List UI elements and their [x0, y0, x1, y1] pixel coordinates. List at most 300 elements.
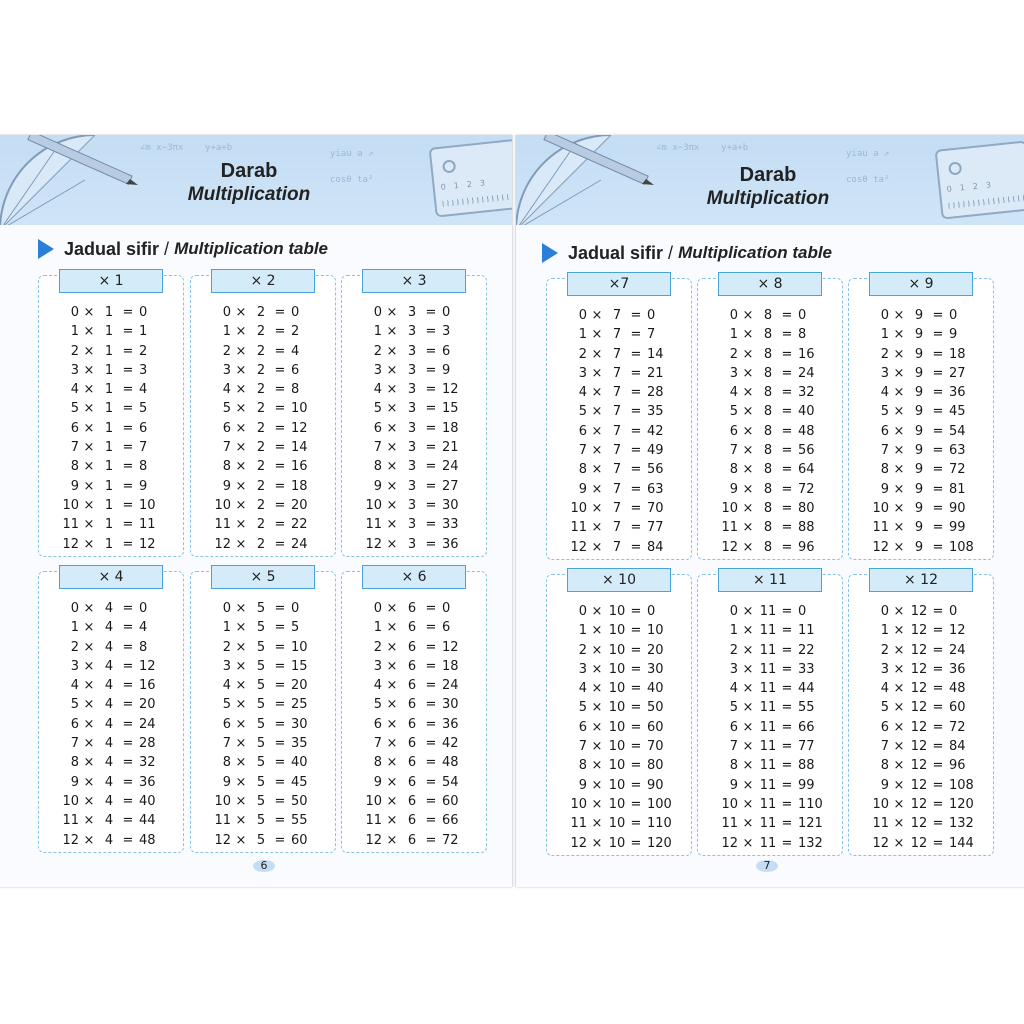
multiplicand: 12: [214, 536, 231, 552]
table-row: [547, 460, 691, 479]
equals-symbol: =: [932, 796, 944, 812]
times-symbol: ×: [83, 620, 95, 636]
equals-symbol: =: [425, 382, 437, 398]
multiplier: 6: [407, 755, 417, 771]
multiplicand: 0: [729, 604, 738, 619]
equals-symbol: =: [781, 462, 793, 478]
multiplicand: 1: [222, 620, 231, 636]
multiplicand: 1: [880, 623, 889, 639]
product: 100: [647, 796, 672, 812]
table-row: [342, 457, 486, 476]
table-row: [39, 715, 183, 734]
table-row: [547, 834, 691, 853]
equals-symbol: =: [274, 678, 286, 694]
times-symbol: ×: [893, 661, 905, 677]
multiplier: 5: [256, 620, 266, 636]
multiplicand: 9: [70, 774, 79, 790]
times-symbol: ×: [235, 440, 247, 456]
table-row: [342, 399, 486, 418]
times-symbol: ×: [591, 346, 603, 362]
equals-symbol: =: [274, 793, 286, 809]
times-symbol: ×: [893, 423, 905, 439]
equals-symbol: =: [274, 736, 286, 752]
equals-symbol: =: [781, 623, 793, 639]
multiplicand: 2: [729, 346, 738, 362]
product: 12: [442, 382, 459, 398]
equals-symbol: =: [425, 536, 437, 552]
equals-symbol: =: [932, 520, 944, 536]
multiplicand: 4: [373, 678, 382, 694]
product: 60: [647, 719, 664, 735]
equals-symbol: =: [630, 539, 642, 555]
table-row: [39, 753, 183, 772]
product: 110: [647, 816, 672, 832]
multiplier: 1: [104, 362, 114, 378]
product: 40: [647, 681, 664, 697]
multiplicand: 3: [70, 658, 79, 674]
product: 108: [949, 777, 974, 793]
table-row: [191, 535, 335, 554]
multiplicand: 11: [62, 517, 79, 533]
multiplier: 3: [407, 401, 417, 417]
product: 18: [949, 346, 966, 362]
equals-symbol: =: [932, 327, 944, 343]
times-symbol: ×: [893, 700, 905, 716]
equals-symbol: =: [274, 517, 286, 533]
table-row: [191, 438, 335, 457]
times-symbol: ×: [742, 365, 754, 381]
product: 28: [647, 385, 664, 401]
multiplier: 1: [104, 459, 114, 475]
table-row: [547, 718, 691, 737]
times-table-header: × 5: [211, 565, 315, 589]
times-symbol: ×: [235, 459, 247, 475]
equals-symbol: =: [781, 327, 793, 343]
product: 0: [798, 308, 807, 323]
table-row: [39, 399, 183, 418]
equals-symbol: =: [630, 739, 642, 755]
multiplicand: 12: [872, 539, 889, 555]
times-symbol: ×: [591, 604, 603, 619]
product: 22: [798, 642, 815, 658]
multiplier: 12: [910, 796, 928, 812]
product: 24: [798, 365, 815, 381]
equals-symbol: =: [932, 500, 944, 516]
page-number: 6: [253, 860, 275, 872]
multiplicand: 3: [222, 658, 231, 674]
times-symbol: ×: [591, 520, 603, 536]
multiplier: 12: [910, 777, 928, 793]
equals-symbol: =: [630, 719, 642, 735]
multiplier: 1: [104, 382, 114, 398]
multiplicand: 11: [365, 517, 382, 533]
product: 12: [291, 420, 308, 436]
times-table-card: [546, 574, 692, 856]
multiplier: 6: [407, 697, 417, 713]
product: 2: [139, 343, 148, 359]
product: 48: [139, 832, 156, 848]
multiplicand: 7: [70, 736, 79, 752]
multiplier: 12: [910, 623, 928, 639]
multiplier: 1: [104, 401, 114, 417]
table-row: [39, 380, 183, 399]
equals-symbol: =: [274, 497, 286, 513]
multiplicand: 6: [729, 719, 738, 735]
multiplicand: 0: [373, 601, 382, 616]
product: 36: [139, 774, 156, 790]
table-row: [342, 496, 486, 515]
product: 16: [291, 459, 308, 475]
product: 12: [442, 639, 459, 655]
multiplicand: 4: [222, 382, 231, 398]
product: 12: [139, 658, 156, 674]
times-symbol: ×: [591, 423, 603, 439]
table-row: [698, 718, 842, 737]
equals-symbol: =: [932, 758, 944, 774]
table-row: [849, 834, 993, 853]
multiplicand: 2: [880, 346, 889, 362]
multiplicand: 10: [570, 796, 587, 812]
product: 9: [442, 362, 451, 378]
multiplicand: 1: [578, 327, 587, 343]
equals-symbol: =: [274, 716, 286, 732]
times-symbol: ×: [893, 719, 905, 735]
product: 90: [647, 777, 664, 793]
table-row: [39, 496, 183, 515]
table-row: [39, 342, 183, 361]
multiplier: 11: [759, 642, 777, 658]
times-table-header: × 1: [59, 269, 163, 293]
times-table-card: [546, 278, 692, 560]
times-table-header: ×7: [567, 272, 671, 296]
times-symbol: ×: [591, 700, 603, 716]
multiplier: 2: [256, 362, 266, 378]
times-table-rows: [849, 306, 993, 557]
times-symbol: ×: [591, 365, 603, 381]
multiplier: 5: [256, 716, 266, 732]
multiplicand: 3: [578, 661, 587, 677]
table-row: [849, 814, 993, 833]
multiplier: 4: [104, 736, 114, 752]
table-row: [191, 831, 335, 850]
multiplicand: 1: [578, 623, 587, 639]
table-row: [849, 518, 993, 537]
times-symbol: ×: [742, 404, 754, 420]
product: 12: [949, 623, 966, 639]
multiplier: 9: [914, 308, 924, 323]
equals-symbol: =: [932, 539, 944, 555]
times-symbol: ×: [591, 719, 603, 735]
times-symbol: ×: [83, 305, 95, 320]
equals-symbol: =: [630, 520, 642, 536]
times-table-header: × 10: [567, 568, 671, 592]
table-row: [698, 499, 842, 518]
times-table-card: [341, 571, 487, 853]
times-symbol: ×: [235, 401, 247, 417]
multiplicand: 7: [729, 443, 738, 459]
multiplicand: 4: [222, 678, 231, 694]
equals-symbol: =: [274, 401, 286, 417]
equals-symbol: =: [122, 601, 134, 616]
multiplier: 8: [763, 365, 773, 381]
equals-symbol: =: [630, 423, 642, 439]
equals-symbol: =: [122, 813, 134, 829]
equals-symbol: =: [274, 832, 286, 848]
section-title-en: Multiplication table: [678, 243, 833, 262]
product: 56: [647, 462, 664, 478]
product: 88: [798, 758, 815, 774]
multiplicand: 6: [70, 716, 79, 732]
product: 48: [949, 681, 966, 697]
multiplier: 7: [612, 423, 622, 439]
equals-symbol: =: [274, 478, 286, 494]
multiplicand: 10: [214, 793, 231, 809]
product: 50: [647, 700, 664, 716]
multiplier: 9: [914, 443, 924, 459]
table-row: [39, 773, 183, 792]
times-symbol: ×: [591, 500, 603, 516]
multiplier: 10: [608, 777, 626, 793]
multiplier: 8: [763, 481, 773, 497]
multiplier: 1: [104, 536, 114, 552]
table-row: [547, 602, 691, 621]
product: 24: [949, 642, 966, 658]
multiplier: 10: [608, 642, 626, 658]
equals-symbol: =: [630, 835, 642, 851]
product: 8: [139, 639, 148, 655]
times-symbol: ×: [591, 443, 603, 459]
times-symbol: ×: [893, 835, 905, 851]
table-row: [849, 776, 993, 795]
times-symbol: ×: [83, 639, 95, 655]
multiplicand: 8: [578, 462, 587, 478]
multiplier: 11: [759, 661, 777, 677]
times-symbol: ×: [235, 658, 247, 674]
table-row: [849, 737, 993, 756]
multiplier: 10: [608, 623, 626, 639]
equals-symbol: =: [630, 681, 642, 697]
multiplicand: 2: [373, 343, 382, 359]
product: 88: [798, 520, 815, 536]
product: 14: [647, 346, 664, 362]
times-table-card: [38, 275, 184, 557]
multiplicand: 2: [222, 343, 231, 359]
multiplier: 9: [914, 481, 924, 497]
times-table-rows: [191, 599, 335, 850]
product: 121: [798, 816, 823, 832]
multiplicand: 0: [222, 601, 231, 616]
multiplicand: 6: [222, 716, 231, 732]
product: 48: [442, 755, 459, 771]
multiplier: 5: [256, 736, 266, 752]
play-arrow-icon: [542, 243, 558, 263]
equals-symbol: =: [781, 796, 793, 812]
product: 8: [798, 327, 807, 343]
product: 45: [949, 404, 966, 420]
product: 16: [139, 678, 156, 694]
equals-symbol: =: [630, 500, 642, 516]
multiplier: 8: [763, 500, 773, 516]
equals-symbol: =: [630, 816, 642, 832]
multiplier: 4: [104, 601, 114, 616]
scribble-text: ∠m x−3πx y+a+b: [656, 143, 749, 153]
times-symbol: ×: [742, 500, 754, 516]
multiplier: 5: [256, 658, 266, 674]
multiplicand: 8: [880, 462, 889, 478]
product: 8: [139, 459, 148, 475]
table-row: [39, 322, 183, 341]
equals-symbol: =: [932, 700, 944, 716]
multiplier: 10: [608, 719, 626, 735]
product: 15: [442, 401, 459, 417]
equals-symbol: =: [781, 739, 793, 755]
multiplier: 4: [104, 639, 114, 655]
table-row: [39, 811, 183, 830]
times-symbol: ×: [893, 796, 905, 812]
times-symbol: ×: [742, 700, 754, 716]
table-row: [547, 345, 691, 364]
multiplier: 10: [608, 604, 626, 619]
equals-symbol: =: [630, 642, 642, 658]
product: 56: [798, 443, 815, 459]
multiplicand: 4: [578, 681, 587, 697]
product: 72: [442, 832, 459, 848]
equals-symbol: =: [630, 462, 642, 478]
product: 60: [291, 832, 308, 848]
product: 20: [291, 678, 308, 694]
multiplicand: 9: [373, 774, 382, 790]
multiplier: 4: [104, 793, 114, 809]
table-row: [39, 734, 183, 753]
multiplicand: 5: [578, 404, 587, 420]
multiplicand: 8: [222, 755, 231, 771]
multiplicand: 8: [729, 758, 738, 774]
multiplicand: 5: [880, 700, 889, 716]
multiplier: 11: [759, 739, 777, 755]
multiplier: 7: [612, 462, 622, 478]
product: 10: [647, 623, 664, 639]
product: 27: [949, 365, 966, 381]
multiplicand: 10: [365, 793, 382, 809]
table-row: [547, 698, 691, 717]
multiplicand: 4: [70, 678, 79, 694]
multiplicand: 3: [729, 661, 738, 677]
product: 25: [291, 697, 308, 713]
multiplicand: 12: [872, 835, 889, 851]
multiplier: 12: [910, 739, 928, 755]
table-row: [698, 383, 842, 402]
multiplicand: 7: [578, 739, 587, 755]
table-row: [698, 834, 842, 853]
table-row: [849, 660, 993, 679]
equals-symbol: =: [122, 793, 134, 809]
multiplier: 9: [914, 404, 924, 420]
multiplier: 7: [612, 365, 622, 381]
multiplicand: 3: [578, 365, 587, 381]
table-row: [342, 361, 486, 380]
times-table-header: × 3: [362, 269, 466, 293]
equals-symbol: =: [781, 661, 793, 677]
multiplicand: 5: [880, 404, 889, 420]
multiplier: 3: [407, 440, 417, 456]
table-row: [191, 342, 335, 361]
times-table-rows: [547, 602, 691, 853]
times-symbol: ×: [742, 739, 754, 755]
times-symbol: ×: [83, 813, 95, 829]
banner-subtitle: Multiplication: [706, 188, 830, 209]
multiplier: 3: [407, 497, 417, 513]
product: 0: [442, 601, 451, 616]
equals-symbol: =: [274, 639, 286, 655]
times-symbol: ×: [742, 520, 754, 536]
product: 30: [442, 697, 459, 713]
product: 55: [798, 700, 815, 716]
times-symbol: ×: [893, 739, 905, 755]
multiplier: 8: [763, 346, 773, 362]
table-row: [39, 676, 183, 695]
table-row: [191, 380, 335, 399]
multiplicand: 2: [578, 346, 587, 362]
equals-symbol: =: [122, 658, 134, 674]
table-row: [342, 676, 486, 695]
multiplicand: 6: [70, 420, 79, 436]
product: 22: [291, 517, 308, 533]
multiplicand: 7: [578, 443, 587, 459]
times-symbol: ×: [235, 305, 247, 320]
times-symbol: ×: [386, 678, 398, 694]
equals-symbol: =: [425, 658, 437, 674]
multiplicand: 10: [365, 497, 382, 513]
product: 0: [291, 305, 300, 320]
times-symbol: ×: [235, 497, 247, 513]
multiplicand: 8: [373, 755, 382, 771]
multiplier: 7: [612, 385, 622, 401]
times-symbol: ×: [83, 697, 95, 713]
equals-symbol: =: [425, 517, 437, 533]
multiplicand: 0: [880, 604, 889, 619]
equals-symbol: =: [274, 658, 286, 674]
multiplier: 1: [104, 305, 114, 320]
page-number: 7: [756, 860, 778, 872]
multiplicand: 1: [70, 324, 79, 340]
times-table-rows: [342, 303, 486, 554]
section-separator: /: [164, 238, 170, 259]
multiplier: 8: [763, 539, 773, 555]
scribble-text: cosθ ta²: [846, 175, 890, 185]
product: 21: [647, 365, 664, 381]
times-symbol: ×: [893, 500, 905, 516]
equals-symbol: =: [274, 343, 286, 359]
multiplicand: 8: [578, 758, 587, 774]
times-symbol: ×: [83, 497, 95, 513]
multiplier: 5: [256, 601, 266, 616]
multiplier: 7: [612, 327, 622, 343]
multiplicand: 0: [373, 305, 382, 320]
multiplicand: 9: [373, 478, 382, 494]
table-row: [342, 753, 486, 772]
multiplicand: 9: [578, 777, 587, 793]
product: 54: [442, 774, 459, 790]
times-symbol: ×: [235, 755, 247, 771]
multiplier: 11: [759, 796, 777, 812]
multiplier: 2: [256, 497, 266, 513]
product: 7: [139, 440, 148, 456]
table-row: [191, 457, 335, 476]
equals-symbol: =: [932, 835, 944, 851]
multiplier: 4: [104, 813, 114, 829]
product: 24: [291, 536, 308, 552]
multiplicand: 6: [373, 420, 382, 436]
